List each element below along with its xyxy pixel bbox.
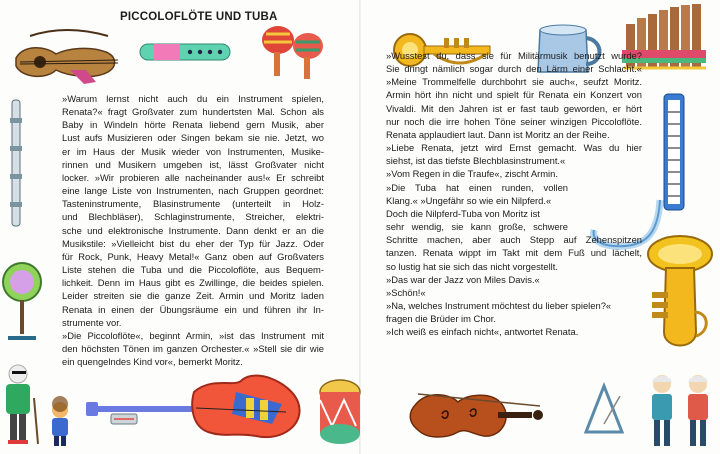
text-line: »Warum lernst nicht auch du ein Instrument spielen, [62,93,324,104]
tuba-illustration [640,232,716,362]
text-line: Lust aufs Musizieren oder Singen bekam sie nie. Jetzt, wo [62,132,324,144]
text-line: eine lange Liste von Instrumenten, nach Gruppen geordnet: [62,185,324,197]
text-line: ein quengelndes Kind vor«, bemerkt Moritz. [62,356,243,368]
text-line: »Die Piccoloflöte«, beginnt Armin, »ist das Instrument mit [62,329,324,341]
text-line: »Na, welches Instrument möchtest du lieber spielen?« [386,299,612,311]
text-line: fragen die Brüder im Chor. [386,313,496,325]
text-line: Baby in Windeln hörte Renata liebend gern Musik, aber [62,119,324,131]
text-line: »Meine Trommelfelle durchbohrt sie auch«, seufzt Moritz. [386,76,642,88]
triangle-illustration [582,382,626,440]
text-line: sche und elektronische Instrumente. Dann denkt er an die [62,224,324,236]
text-line: Leider streiten sie die ganze Zeit. Armin und Moritz laden [62,290,324,302]
grandfather-and-renata-illustration [4,358,72,450]
twins-illustration [646,372,716,452]
drum-illustration [318,376,362,448]
text-line: tanzen. Renata wippt im Takt mit dem Fuß und lächelt, [386,247,642,259]
text-line: »Die Tuba hat einen runden, vollen [386,181,568,193]
text-line: Renata?« fragt Großvater zum hundertsten Mal. Schon als [62,106,324,118]
text-line: »Liebe Renata, jetzt wird Ernst gemacht. Was du hier [386,142,642,154]
text-line: Renata applaudiert laut. Dann ist Moritz an der Reihe. [386,128,610,140]
melodica-illustration [660,92,688,212]
left-page-text [62,92,324,368]
text-line: und Blechbläser), Schlaginstrumente, Streicher, elektri- [62,211,324,223]
text-line: Schritte machen, aber auch Stepp auf Zehenspitzen [386,234,642,246]
text-line: locker. »Wir probieren alle nacheinander aus!« Er schreibt [62,171,324,183]
text-line: nur noch die irre hohen Töne seiner winzigen Piccoloflöte. [386,115,642,127]
page-title: PICCOLOFLÖTE UND TUBA [120,11,278,23]
recorder-illustration [136,34,236,70]
text-line: rinnen und Musikern umgeben ist, lässt Großvater nicht [62,158,324,170]
violin-illustration [398,382,546,448]
text-line: »Ich weiß es einfach nicht«, antwortet Renata. [386,326,579,338]
text-line: für Rock, Punk, Heavy Metal!« Ganz oben auf Großvaters [62,250,324,262]
text-line: Doch die Nilpferd-Tuba von Moritz ist [386,207,540,219]
electric-guitar-illustration [86,362,310,450]
right-page-text [386,49,642,338]
text-line: sehr wendig, sie kann große, schwere [386,221,568,233]
text-line: Tasteninstrumente, Blasinstrumente (unterteilt in Holz- [62,198,324,210]
flute-illustration [6,98,26,228]
viola-da-gamba-illustration [10,22,122,86]
text-line: Renata in einen der Übungsräume ein und führen ihr In- [62,303,324,315]
text-line: so lustig hat sie sich das nicht vorgestellt. [386,260,558,272]
gong-illustration [0,258,44,340]
text-line: Klang.« »Ungefähr so wie ein Nilpferd.« [386,194,552,206]
text-line: »Wusstest du, dass sie für Militärmusik benutzt wurde? [386,50,642,61]
maracas-illustration [256,20,328,82]
text-line: er im Haus der Musik wieder von Instrumenten, Musike- [62,145,324,157]
text-line: siehst, ist das tiefste Blechblasinstrument.« [386,155,566,167]
text-line: Musikstile: »Vielleicht bist du eher der Typ für Jazz. Oder [62,237,324,249]
text-line: »Schön!« [386,286,426,298]
text-line: strumente vor. [62,316,122,328]
text-line: »Vom Regen in die Traufe«, zischt Armin. [386,168,558,180]
text-line: »Das war der Jazz von Miles Davis.« [386,273,540,285]
text-line: den höchsten Tönen im ganzen Orchester.« »Stell sie dir wie [62,342,324,354]
text-line: Liste stehen die Tuba und die Piccoloflöte, aus Bequem- [62,264,324,276]
text-line: Armin hört ihn nicht und spielt für Renata ein Konzert von [386,89,642,101]
text-line: lichkeit. Denn im Haus gibt es Zwillinge, die beides spielen. [62,277,324,289]
text-line: Vivaldi. Mit den Jahren ist er fast taub geworden, er hört [386,102,642,114]
text-line: Sie dringt nämlich sogar durch den Lärm einer Schlacht.« [386,63,642,75]
